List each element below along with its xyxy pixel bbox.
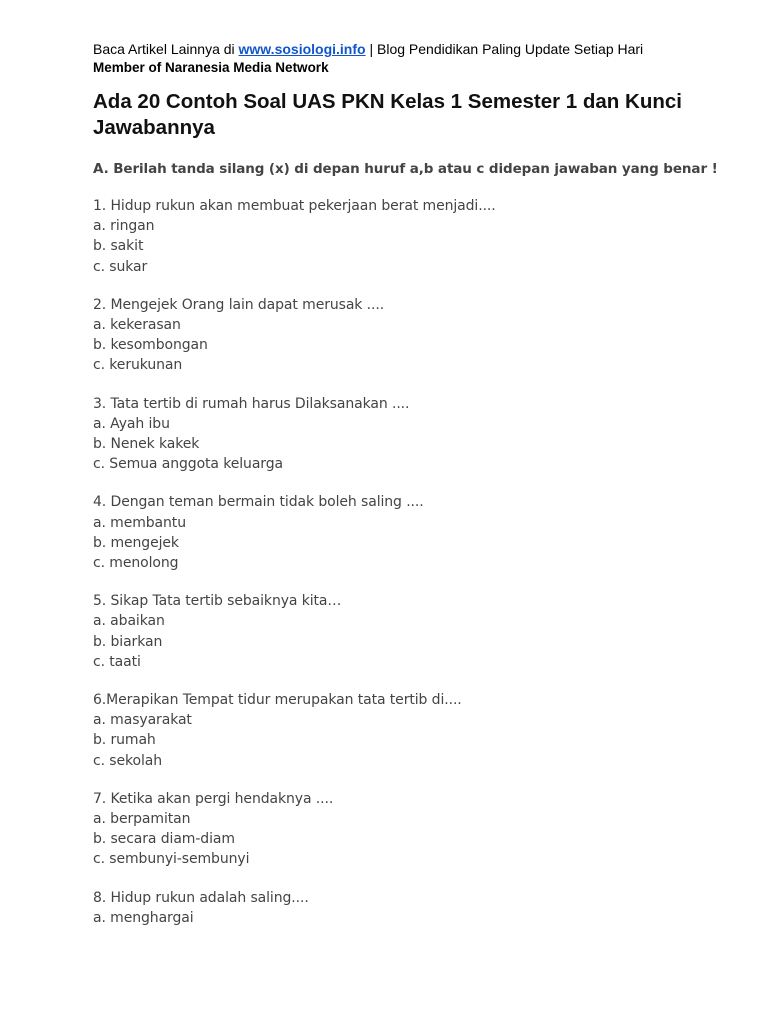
answer-option: b. Nenek kakek [93,436,200,453]
question-text: 2. Mengejek Orang lain dapat merusak .... [93,296,385,313]
page-title: Ada 20 Contoh Soal UAS PKN Kelas 1 Semester 1 dan Kunci Jawabannya [93,90,682,139]
question-text: 7. Ketika akan pergi hendaknya .... [93,790,334,807]
answer-option: a. berpamitan [93,811,191,828]
answer-option: c. Semua anggota keluarga [93,456,283,473]
question-text: 3. Tata tertib di rumah harus Dilaksanakan .... [93,395,410,412]
question-item [93,591,733,672]
answer-option: a. abaikan [93,613,165,630]
question-text: 1. Hidup rukun akan membuat pekerjaan berat menjadi.... [93,198,496,214]
answer-option: b. secara diam-diam [93,831,235,848]
answer-option: b. kesombongan [93,337,208,354]
answer-option: c. kerukunan [93,357,183,374]
answer-option: a. Ayah ibu [93,415,170,432]
answer-option: c. sekolah [93,752,163,769]
question-item [93,789,733,870]
answer-option: b. mengejek [93,534,179,551]
document-page [93,40,733,946]
question-item [93,394,733,475]
question-item [93,295,733,376]
answer-option: b. sakit [93,238,144,255]
answer-option: a. menghargai [93,909,194,926]
sosiologi-link[interactable]: www.sosiologi.info [238,41,366,57]
question-item [93,196,733,277]
question-text: 4. Dengan teman bermain tidak boleh saling .... [93,494,424,511]
answer-option: a. masyarakat [93,712,192,729]
answer-option: c. taati [93,653,141,670]
answer-option: c. sukar [93,258,148,275]
question-item [93,690,733,771]
answer-option: b. biarkan [93,633,163,650]
answer-option: b. rumah [93,732,156,749]
answer-option: a. kekerasan [93,317,181,334]
answer-option: c. sembunyi-sembunyi [93,851,250,868]
instruction-text: A. Berilah tanda silang (x) di depan huruf a,b atau c didepan jawaban yang benar ! [93,161,718,177]
answer-option: a. membantu [93,514,186,531]
question-text: 8. Hidup rukun adalah saling.... [93,889,309,906]
header-suffix: | Blog Pendidikan Paling Update Setiap Hari [365,41,644,57]
answer-option: c. menolong [93,555,179,572]
question-item [93,492,733,573]
member-line: Member of Naranesia Media Network [93,60,329,75]
answer-option: a. ringan [93,218,155,235]
header-line [93,40,733,59]
question-item [93,888,733,928]
question-list [93,196,733,928]
header-prefix: Baca Artikel Lainnya di [93,41,239,57]
question-text: 6.Merapikan Tempat tidur merupakan tata tertib di.... [93,692,462,709]
question-text: 5. Sikap Tata tertib sebaiknya kita… [93,593,342,610]
